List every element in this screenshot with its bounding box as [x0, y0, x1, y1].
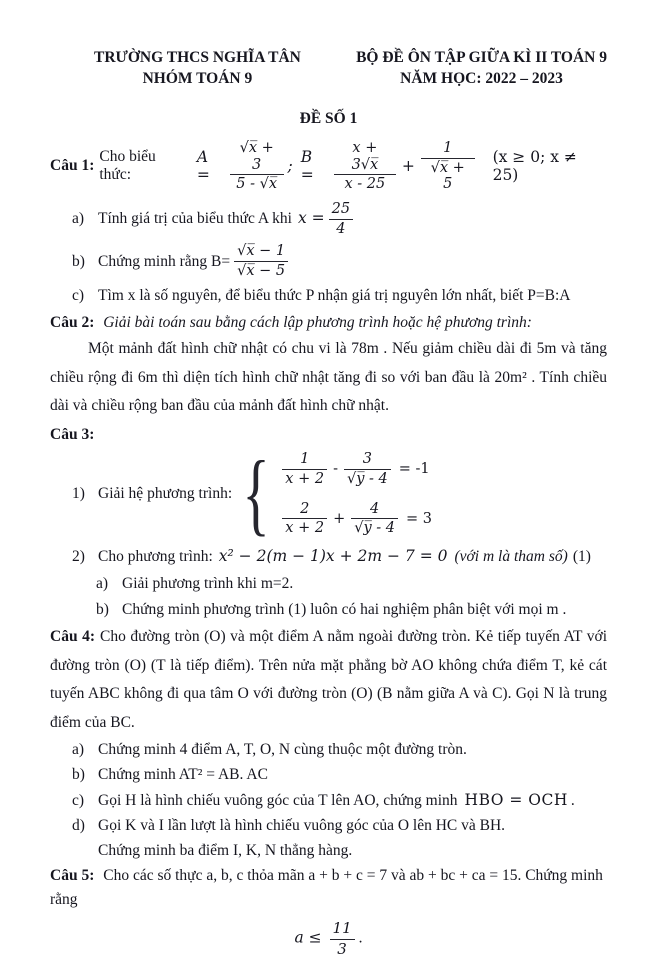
item-text: Tìm x là số nguyên, để biểu thức P nhận giá trị nguyên lớn nhất, biết P=B:A: [98, 286, 571, 304]
equation-lead: x =: [297, 209, 325, 228]
question-2-intro: Giải bài toán sau bằng cách lập phương trình hoặc hệ phương trình:: [103, 313, 532, 331]
question-2-body: Một mảnh đất hình chữ nhật có chu vi là 78m . Nếu giảm chiều dài đi 5m và tăng chiều rộng đi 6m thì diện tích hình chữ nhật tăng đi so với ban đầu là 20m² . Tính chiều dài và chiều rộng ban đầu của mảnh đất hình chữ nhật.: [50, 339, 607, 415]
fraction-numerator: 25: [329, 201, 353, 220]
item-marker: c): [72, 791, 85, 809]
parameter-note: (với m là tham số): [454, 548, 568, 565]
minus-operator: -: [333, 461, 338, 478]
question-3-2b: [50, 598, 607, 621]
angle-equality: HBO = OCH: [464, 790, 568, 809]
value-fraction: [329, 201, 353, 237]
item-text: Chứng minh phương trình (1) luôn có hai nghiệm phân biệt với mọi m .: [122, 600, 567, 618]
item-marker: a): [72, 210, 85, 228]
question-3-2a: [50, 572, 607, 595]
expr-b-fraction-2: [421, 140, 475, 193]
question-2-label: Câu 2:: [50, 313, 95, 331]
fraction-denominator: √y̅ - 4: [346, 470, 388, 487]
question-3-item-1: [50, 442, 607, 545]
inequality-lhs: a ≤: [294, 928, 322, 947]
fraction-numerator: √x̅ − 1: [234, 243, 288, 262]
fraction-numerator: √x̅ + 3: [230, 140, 284, 175]
question-4d: [50, 814, 607, 837]
fraction-denominator: √x̅ + 5: [430, 159, 465, 193]
fraction-denominator: √y̅ - 4: [354, 520, 396, 537]
question-1: [50, 140, 607, 193]
system-equation-1: [278, 451, 432, 487]
fraction-numerator: 1: [421, 140, 475, 159]
question-4c: [50, 789, 607, 812]
fraction-numerator: 3: [344, 451, 391, 470]
period: .: [358, 929, 363, 947]
item-text: Gọi K và I lần lượt là hình chiếu vuông góc của O lên HC và BH.: [98, 816, 506, 834]
fraction-denominator: x + 2: [285, 520, 325, 537]
item-text: Chứng minh 4 điểm A, T, O, N cùng thuộc một đường tròn.: [98, 741, 467, 759]
item-text: Tính giá trị của biểu thức A khi: [98, 210, 292, 228]
question-4-label: Câu 4:: [50, 627, 95, 645]
question-5-body: Cho các số thực a, b, c thỏa mãn a + b + c = 7 và ab + bc + ca = 15. Chứng minh rằng: [50, 867, 603, 909]
item-text: Chứng minh AT² = AB. AC: [98, 766, 268, 784]
question-1-label: Câu 1:: [50, 157, 95, 175]
fraction-numerator: 2: [282, 501, 327, 520]
page-header: [50, 48, 607, 90]
fraction-numerator: 4: [351, 501, 398, 520]
fraction: [351, 501, 398, 537]
item-marker: b): [72, 766, 85, 784]
expr-b-lead: B =: [300, 148, 314, 185]
expr-a-lead: A =: [196, 148, 210, 185]
question-4a: [50, 738, 607, 761]
item-marker: a): [72, 741, 85, 759]
quadratic-equation: x² − 2(m − 1)x + 2m − 7 = 0: [218, 547, 448, 565]
fraction: [282, 501, 327, 537]
item-marker: c): [72, 286, 85, 304]
domain-condition: (x ≥ 0; x ≠ 25): [492, 148, 577, 185]
item-marker: d): [72, 816, 85, 834]
question-3-label: Câu 3:: [50, 426, 95, 444]
question-1-intro: Cho biểu thức:: [99, 148, 156, 184]
question-3: [50, 423, 607, 447]
fraction-denominator: 3: [337, 939, 347, 958]
group-name: NHÓM TOÁN 9: [142, 69, 253, 87]
item-text: Chứng minh ba điểm I, K, N thẳng hàng.: [98, 842, 353, 860]
system-equation-2: [278, 501, 432, 537]
question-1b: [50, 243, 607, 279]
inequality-fraction: [330, 920, 355, 958]
fraction: [282, 451, 327, 487]
separator: ;: [287, 157, 293, 176]
exam-title: ĐỀ SỐ 1: [299, 109, 358, 127]
item-marker: a): [96, 575, 109, 593]
item-text: Cho phương trình:: [98, 548, 213, 565]
header-exam-block: [356, 48, 607, 90]
fraction-denominator: x - 25: [344, 176, 386, 193]
fraction-denominator: √x̅ − 5: [237, 262, 286, 279]
equation-system: [278, 451, 432, 537]
item-marker: 2): [72, 548, 85, 565]
question-2: [50, 311, 607, 335]
item-marker: 1): [72, 485, 85, 503]
fraction-numerator: x + 3√x̅: [334, 140, 396, 175]
item-text: Giải hệ phương trình:: [98, 485, 233, 503]
fraction: [344, 451, 391, 487]
question-3-item-2: [50, 545, 607, 568]
exam-set-name: BỘ ĐỀ ÔN TẬP GIỮA KÌ II TOÁN 9: [356, 49, 607, 66]
fraction-denominator: 5 - √x̅: [236, 176, 278, 193]
header-school-block: [94, 48, 301, 90]
plus-operator: +: [401, 157, 415, 176]
question-1c: [50, 284, 607, 307]
expr-a-fraction: [230, 140, 284, 193]
item-text: Chứng minh rằng B=: [98, 252, 231, 270]
question-5-inequality: [50, 920, 607, 958]
question-5: [50, 864, 607, 912]
question-1a: [50, 201, 607, 237]
question-4-body: Cho đường tròn (O) và một điểm A nằm ngoài đường tròn. Kẻ tiếp tuyến AT với đường tròn (O) (T là tiếp điểm). Trên nửa mặt phẳng bờ AO không chứa điểm T, kẻ cát tuyến ABC không đi qua tâm O với đường tròn (O) (B nằm giữa A và C). Gọi N là trung điểm của BC.: [50, 627, 607, 732]
expr-b-fraction-1: [334, 140, 396, 193]
school-year: NĂM HỌC: 2022 – 2023: [400, 69, 563, 87]
school-name: TRƯỜNG THCS NGHĨA TÂN: [94, 49, 301, 66]
fraction-numerator: 1: [282, 451, 327, 470]
item-marker: b): [72, 252, 85, 270]
equation-tag: (1): [572, 548, 591, 565]
question-5-label: Câu 5:: [50, 867, 95, 885]
equation-rhs: = 3: [406, 510, 432, 527]
item-marker: b): [96, 600, 109, 618]
result-fraction: [234, 243, 288, 279]
item-text: Gọi H là hình chiếu vuông góc của T lên AO, chứng minh: [98, 791, 458, 809]
system-brace: {: [242, 442, 270, 545]
equation-rhs: = -1: [398, 461, 430, 478]
plus-operator: +: [333, 510, 346, 527]
fraction-numerator: 11: [330, 920, 355, 939]
fraction-denominator: 4: [336, 220, 346, 237]
item-text-period: .: [570, 791, 575, 809]
question-4b: [50, 763, 607, 786]
item-text: Giải phương trình khi m=2.: [122, 575, 294, 593]
question-4: [50, 623, 607, 738]
fraction-denominator: x + 2: [285, 470, 325, 487]
